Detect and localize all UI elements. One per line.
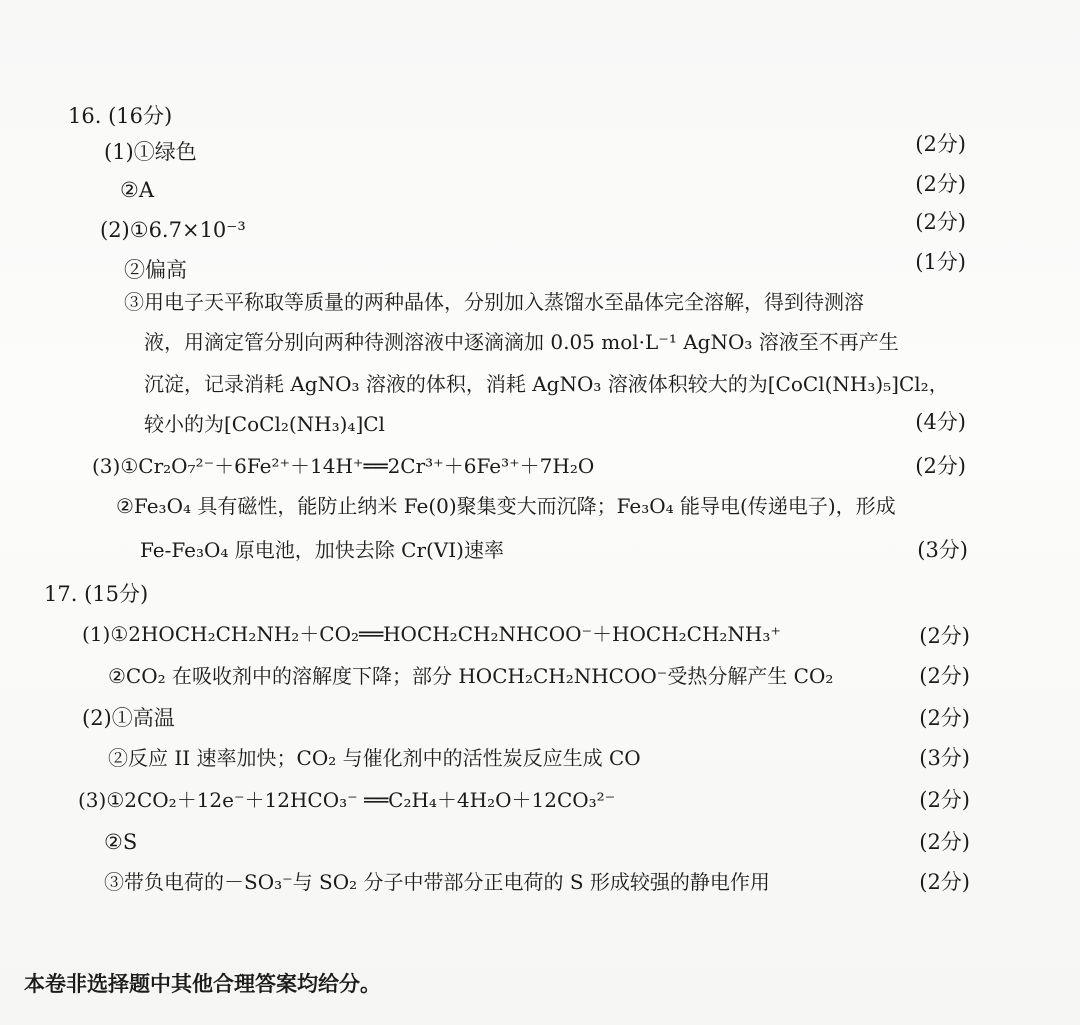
q16-header: 16. (16分)	[68, 104, 173, 128]
q16-part2-3-line4: 较小的为[CoCl₂(NH₃)₄]Cl	[144, 412, 385, 436]
q16-part1-2: ②A	[120, 178, 154, 202]
q16-part3-2-score: (3分)	[917, 538, 968, 562]
q17-part1-2: ②CO₂ 在吸收剂中的溶解度下降；部分 HOCH₂CH₂NHCOO⁻受热分解产生 CO₂	[108, 664, 834, 688]
q17-part3-3: ③带负电荷的－SO₃⁻与 SO₂ 分子中带部分正电荷的 S 形成较强的静电作用	[104, 870, 770, 894]
q16-part2-3-score: (4分)	[915, 410, 966, 434]
q16-part2-2-score: (1分)	[915, 250, 966, 274]
q17-part3-1-score: (2分)	[919, 788, 970, 812]
q16-part2-1-score: (2分)	[915, 210, 966, 234]
q17-part1-1-score: (2分)	[919, 624, 970, 648]
q16-part2-3-line1: ③用电子天平称取等质量的两种晶体，分别加入蒸馏水至晶体完全溶解，得到待测溶	[124, 290, 864, 314]
q16-part2-1: (2)①6.7×10⁻³	[100, 218, 246, 242]
q17-part3-2-score: (2分)	[919, 830, 970, 854]
q17-part2-1: (2)①高温	[82, 706, 175, 730]
q17-header: 17. (15分)	[44, 582, 149, 606]
q17-part2-1-score: (2分)	[919, 706, 970, 730]
footer-note: 本卷非选择题中其他合理答案均给分。	[24, 972, 381, 996]
q17-part1-2-score: (2分)	[919, 664, 970, 688]
q16-part3-1-score: (2分)	[915, 454, 966, 478]
q17-part2-2: ②反应 II 速率加快；CO₂ 与催化剂中的活性炭反应生成 CO	[108, 746, 641, 770]
q16-part2-2: ②偏高	[124, 258, 187, 282]
q16-part1-1: (1)①绿色	[104, 140, 197, 164]
q16-part3-1: (3)①Cr₂O₇²⁻＋6Fe²⁺＋14H⁺══2Cr³⁺＋6Fe³⁺＋7H₂O	[92, 454, 595, 478]
q17-part3-3-score: (2分)	[919, 870, 970, 894]
q16-part2-3-line3: 沉淀，记录消耗 AgNO₃ 溶液的体积，消耗 AgNO₃ 溶液体积较大的为[CoCl(NH₃)₅]Cl₂，	[144, 372, 949, 396]
q17-part1-1: (1)①2HOCH₂CH₂NH₂＋CO₂══HOCH₂CH₂NHCOO⁻＋HOCH₂CH₂NH₃⁺	[82, 622, 781, 646]
q17-part3-2: ②S	[104, 830, 138, 854]
q17-part3-1: (3)①2CO₂＋12e⁻＋12HCO₃⁻ ══C₂H₄＋4H₂O＋12CO₃²⁻	[78, 788, 616, 812]
q16-part1-2-score: (2分)	[915, 172, 966, 196]
q16-part1-1-score: (2分)	[915, 132, 966, 156]
q16-part2-3-line2: 液，用滴定管分别向两种待测溶液中逐滴滴加 0.05 mol·L⁻¹ AgNO₃ 溶液至不再产生	[144, 330, 899, 354]
q16-part3-2-line2: Fe-Fe₃O₄ 原电池，加快去除 Cr(VI)速率	[140, 538, 504, 562]
q16-part3-2-line1: ②Fe₃O₄ 具有磁性，能防止纳米 Fe(0)聚集变大而沉降；Fe₃O₄ 能导电(传递电子)，形成	[116, 494, 896, 518]
q17-part2-2-score: (3分)	[919, 746, 970, 770]
